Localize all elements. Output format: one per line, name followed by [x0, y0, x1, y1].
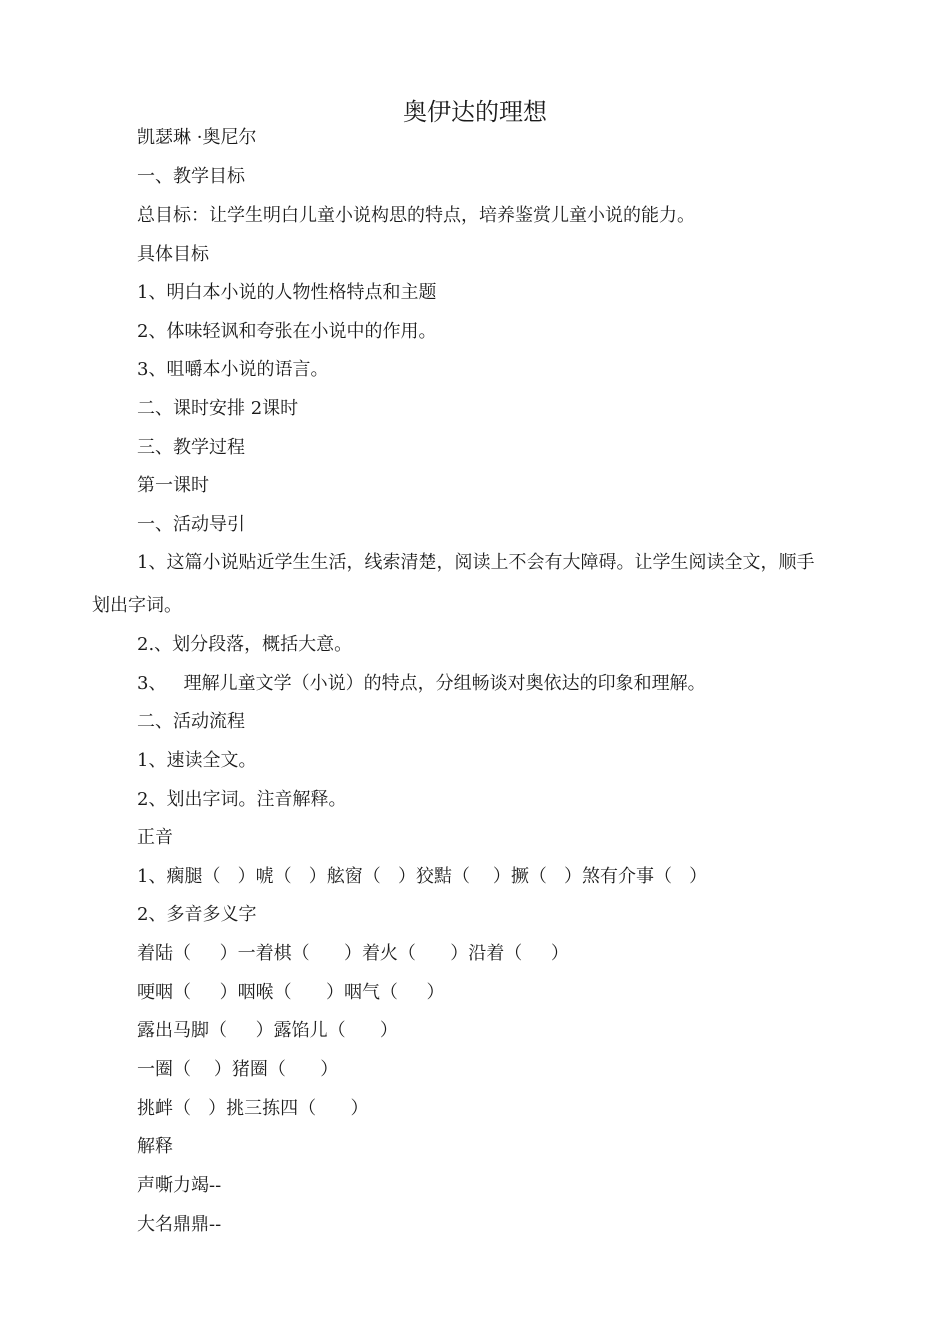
goal-item-1: 1、明白本小说的人物性格特点和主题	[137, 282, 437, 303]
intro-item-2: 2.、划分段落，概括大意。	[137, 634, 353, 655]
heading-activity-flow: 二、活动流程	[137, 711, 245, 732]
intro-paragraph-line-2: 划出字词。	[92, 595, 182, 616]
author-line: 凯瑟琳 ·奥尼尔	[137, 127, 257, 148]
polyphone-row-tiao: 挑衅（ ）挑三拣四（ ）	[137, 1098, 369, 1119]
heading-process: 三、教学过程	[137, 437, 245, 458]
explanation-item-1: 声嘶力竭--	[137, 1175, 222, 1196]
heading-teaching-goals: 一、教学目标	[137, 166, 245, 187]
heading-schedule: 二、课时安排 2课时	[137, 398, 299, 419]
polyphone-row-yan: 哽咽（ ）咽喉（ ）咽气（ ）	[137, 982, 445, 1003]
flow-item-1: 1、速读全文。	[137, 750, 257, 771]
pronunciation-item-1: 1、瘸腿（ ）唬（ ）舷窗（ ）狡黠（ ）撅（ ）煞有介事（ ）	[137, 866, 708, 887]
polyphone-heading: 2、多音多义字	[137, 904, 257, 925]
document-title: 奥伊达的理想	[403, 98, 547, 126]
flow-item-2: 2、划出字词。注音解释。	[137, 789, 347, 810]
explanation-heading: 解释	[137, 1136, 173, 1157]
pronunciation-heading: 正音	[137, 827, 173, 848]
first-lesson-heading: 第一课时	[137, 475, 209, 496]
goal-item-2: 2、体味轻讽和夸张在小说中的作用。	[137, 321, 437, 342]
specific-goals-heading: 具体目标	[137, 244, 209, 265]
overall-goal: 总目标：让学生明白儿童小说构思的特点，培养鉴赏儿童小说的能力。	[137, 205, 695, 226]
explanation-item-2: 大名鼎鼎--	[137, 1214, 222, 1235]
polyphone-row-lu: 露出马脚（ ）露馅儿（ ）	[137, 1020, 398, 1041]
polyphone-row-juan: 一圈（ ）猪圈（ ）	[137, 1059, 339, 1080]
goal-item-3: 3、咀嚼本小说的语言。	[137, 359, 329, 380]
polyphone-row-zhe: 着陆（ ）一着棋（ ）着火（ ）沿着（ ）	[137, 943, 569, 964]
intro-item-3: 3、 理解儿童文学（小说）的特点，分组畅谈对奥依达的印象和理解。	[137, 673, 706, 694]
intro-paragraph-line-1: 1、这篇小说贴近学生生活，线索清楚，阅读上不会有大障碍。让学生阅读全文，顺手	[137, 552, 815, 573]
heading-activity-intro: 一、活动导引	[137, 514, 245, 535]
